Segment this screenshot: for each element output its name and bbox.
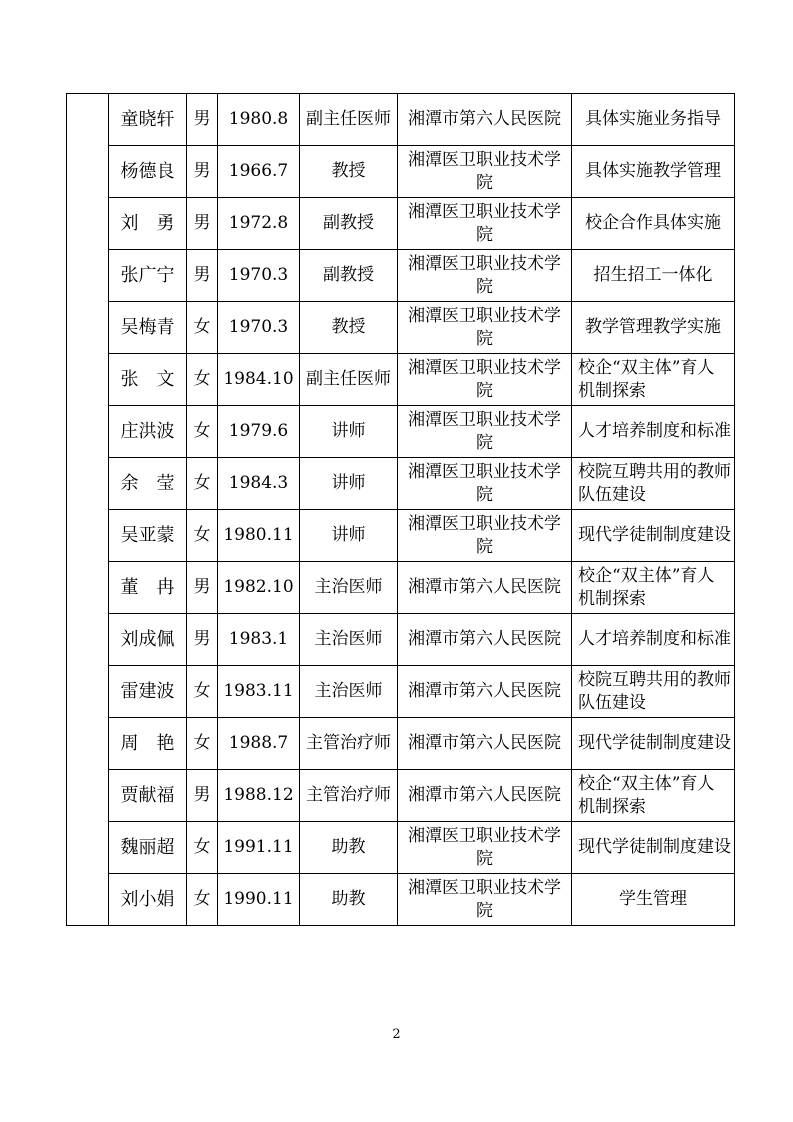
gender-cell: 女 (187, 458, 218, 510)
birth-cell: 1970.3 (218, 250, 300, 302)
duty-cell: 现代学徒制制度建设 (572, 510, 735, 562)
table-row (67, 250, 735, 302)
table-row (67, 822, 735, 874)
title-cell: 主治医师 (300, 562, 398, 614)
gender-cell: 男 (187, 250, 218, 302)
birth-cell: 1988.12 (218, 770, 300, 822)
name-cell: 刘 勇 (109, 198, 187, 250)
table-row (67, 94, 735, 146)
title-cell: 教授 (300, 302, 398, 354)
name-cell: 刘成佩 (109, 614, 187, 666)
name-cell: 董 冉 (109, 562, 187, 614)
gender-cell: 女 (187, 354, 218, 406)
gender-cell: 女 (187, 874, 218, 926)
birth-cell: 1980.8 (218, 94, 300, 146)
name-cell: 庄洪波 (109, 406, 187, 458)
title-cell: 教授 (300, 146, 398, 198)
duty-cell: 校企合作具体实施 (572, 198, 735, 250)
merged-category-cell (67, 94, 109, 926)
name-cell: 吴梅青 (109, 302, 187, 354)
title-cell: 主管治疗师 (300, 718, 398, 770)
title-cell: 副主任医师 (300, 94, 398, 146)
table-row (67, 562, 735, 614)
unit-cell: 湘潭医卫职业技术学院 (398, 146, 572, 198)
gender-cell: 女 (187, 510, 218, 562)
unit-cell: 湘潭医卫职业技术学院 (398, 458, 572, 510)
title-cell: 讲师 (300, 510, 398, 562)
duty-cell: 校企“双主体”育人机制探索 (572, 562, 735, 614)
birth-cell: 1984.10 (218, 354, 300, 406)
title-cell: 助教 (300, 874, 398, 926)
unit-cell: 湘潭市第六人民医院 (398, 718, 572, 770)
duty-cell: 招生招工一体化 (572, 250, 735, 302)
title-cell: 讲师 (300, 406, 398, 458)
unit-cell: 湘潭医卫职业技术学院 (398, 874, 572, 926)
table-row (67, 146, 735, 198)
birth-cell: 1991.11 (218, 822, 300, 874)
table-row (67, 718, 735, 770)
unit-cell: 湘潭医卫职业技术学院 (398, 822, 572, 874)
page-number: 2 (392, 1027, 401, 1042)
unit-cell: 湘潭市第六人民医院 (398, 770, 572, 822)
table-row (67, 354, 735, 406)
name-cell: 杨德良 (109, 146, 187, 198)
birth-cell: 1984.3 (218, 458, 300, 510)
unit-cell: 湘潭医卫职业技术学院 (398, 406, 572, 458)
table-body (67, 94, 735, 926)
table-row (67, 302, 735, 354)
unit-cell: 湘潭医卫职业技术学院 (398, 510, 572, 562)
gender-cell: 男 (187, 146, 218, 198)
duty-cell: 现代学徒制制度建设 (572, 718, 735, 770)
table-row (67, 614, 735, 666)
table-row (67, 770, 735, 822)
name-cell: 童晓轩 (109, 94, 187, 146)
birth-cell: 1980.11 (218, 510, 300, 562)
unit-cell: 湘潭医卫职业技术学院 (398, 198, 572, 250)
gender-cell: 男 (187, 94, 218, 146)
unit-cell: 湘潭医卫职业技术学院 (398, 302, 572, 354)
gender-cell: 女 (187, 406, 218, 458)
duty-cell: 教学管理教学实施 (572, 302, 735, 354)
table-row (67, 406, 735, 458)
name-cell: 雷建波 (109, 666, 187, 718)
gender-cell: 女 (187, 666, 218, 718)
name-cell: 贾献福 (109, 770, 187, 822)
gender-cell: 女 (187, 718, 218, 770)
birth-cell: 1982.10 (218, 562, 300, 614)
name-cell: 余 莹 (109, 458, 187, 510)
duty-cell: 具体实施教学管理 (572, 146, 735, 198)
birth-cell: 1970.3 (218, 302, 300, 354)
table-row (67, 458, 735, 510)
title-cell: 主治医师 (300, 666, 398, 718)
title-cell: 主治医师 (300, 614, 398, 666)
unit-cell: 湘潭医卫职业技术学院 (398, 250, 572, 302)
title-cell: 助教 (300, 822, 398, 874)
duty-cell: 校企“双主体”育人机制探索 (572, 770, 735, 822)
duty-cell: 人才培养制度和标准 (572, 406, 735, 458)
gender-cell: 男 (187, 614, 218, 666)
duty-cell: 人才培养制度和标准 (572, 614, 735, 666)
title-cell: 主管治疗师 (300, 770, 398, 822)
duty-cell: 学生管理 (572, 874, 735, 926)
duty-cell: 校企“双主体”育人机制探索 (572, 354, 735, 406)
staff-table (66, 93, 735, 926)
birth-cell: 1983.1 (218, 614, 300, 666)
title-cell: 讲师 (300, 458, 398, 510)
table-row (67, 666, 735, 718)
unit-cell: 湘潭医卫职业技术学院 (398, 354, 572, 406)
duty-cell: 校院互聘共用的教师队伍建设 (572, 458, 735, 510)
name-cell: 吴亚蒙 (109, 510, 187, 562)
unit-cell: 湘潭市第六人民医院 (398, 666, 572, 718)
birth-cell: 1988.7 (218, 718, 300, 770)
name-cell: 刘小娟 (109, 874, 187, 926)
birth-cell: 1966.7 (218, 146, 300, 198)
duty-cell: 具体实施业务指导 (572, 94, 735, 146)
name-cell: 张 文 (109, 354, 187, 406)
title-cell: 副教授 (300, 250, 398, 302)
duty-cell: 校院互聘共用的教师队伍建设 (572, 666, 735, 718)
gender-cell: 男 (187, 770, 218, 822)
birth-cell: 1990.11 (218, 874, 300, 926)
unit-cell: 湘潭市第六人民医院 (398, 562, 572, 614)
gender-cell: 男 (187, 198, 218, 250)
gender-cell: 女 (187, 822, 218, 874)
title-cell: 副主任医师 (300, 354, 398, 406)
birth-cell: 1983.11 (218, 666, 300, 718)
unit-cell: 湘潭市第六人民医院 (398, 94, 572, 146)
table-row (67, 510, 735, 562)
name-cell: 周 艳 (109, 718, 187, 770)
duty-cell: 现代学徒制制度建设 (572, 822, 735, 874)
name-cell: 魏丽超 (109, 822, 187, 874)
table-row (67, 874, 735, 926)
name-cell: 张广宁 (109, 250, 187, 302)
birth-cell: 1979.6 (218, 406, 300, 458)
gender-cell: 男 (187, 562, 218, 614)
unit-cell: 湘潭市第六人民医院 (398, 614, 572, 666)
title-cell: 副教授 (300, 198, 398, 250)
table-row (67, 198, 735, 250)
gender-cell: 女 (187, 302, 218, 354)
birth-cell: 1972.8 (218, 198, 300, 250)
